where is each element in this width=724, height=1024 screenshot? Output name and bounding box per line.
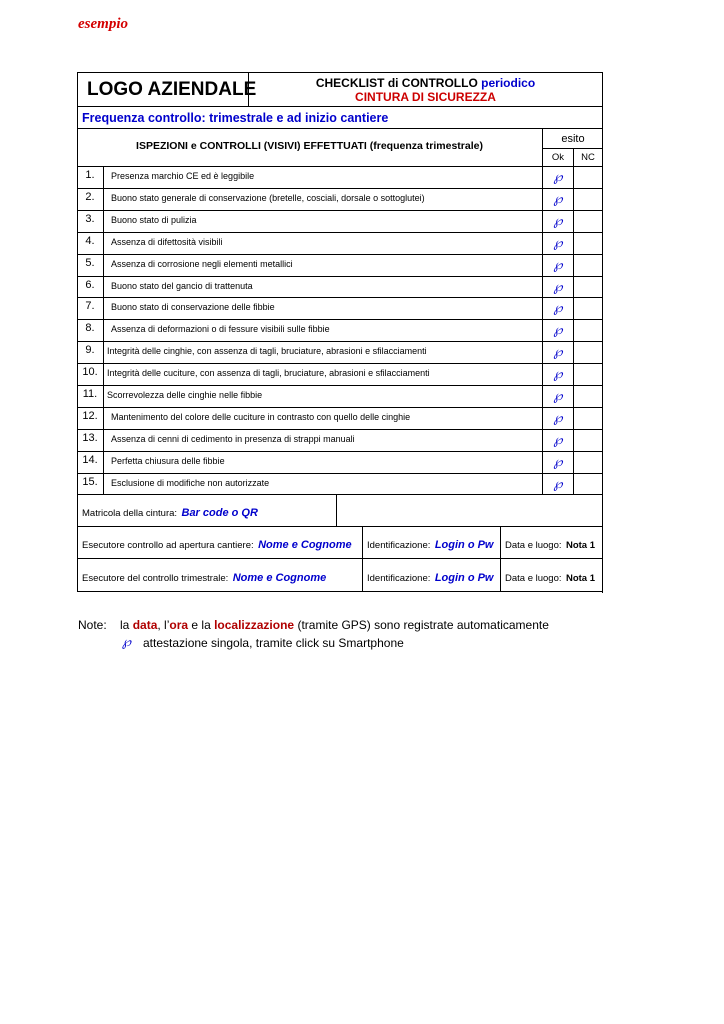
table-row: [77, 473, 603, 495]
row-text: Buono stato di conservazione delle fibbie: [111, 302, 275, 312]
row-text: Esclusione di modifiche non autorizzate: [111, 478, 270, 488]
notes-label: Note:: [78, 618, 107, 632]
nc-label: NC: [581, 152, 595, 163]
row-number: 15.: [82, 476, 98, 488]
table-row: [77, 276, 603, 298]
ok-touch-icon[interactable]: ℘: [553, 192, 563, 207]
nc-cell[interactable]: [574, 232, 602, 254]
row-number: 10.: [82, 366, 98, 378]
row-number: 6.: [85, 279, 95, 291]
ok-label: Ok: [551, 152, 565, 163]
opening-identification-field[interactable]: Identificazione: Login o Pw: [367, 539, 494, 551]
ok-touch-icon[interactable]: ℘: [553, 433, 563, 448]
table-row: [77, 385, 603, 407]
ok-touch-icon[interactable]: ℘: [553, 345, 563, 360]
touch-click-icon: ℘: [122, 635, 132, 650]
frequency-text: Frequenza controllo: trimestrale e ad inizio cantiere: [82, 111, 389, 125]
table-row: [77, 188, 603, 210]
watermark: esempio: [78, 16, 128, 32]
nc-cell[interactable]: [574, 341, 602, 363]
notes-line-2: attestazione singola, tramite click su Smartphone: [143, 636, 404, 650]
row-number: 13.: [82, 432, 98, 444]
table-row: [77, 341, 603, 363]
ok-touch-icon[interactable]: ℘: [553, 477, 563, 492]
row-text: Perfetta chiusura delle fibbie: [111, 456, 225, 466]
row-number: 9.: [85, 344, 95, 356]
nc-cell[interactable]: [574, 166, 602, 188]
nc-cell[interactable]: [574, 210, 602, 232]
row-text: Buono stato di pulizia: [111, 215, 197, 225]
checklist-title: CHECKLIST di CONTROLLO periodico: [315, 76, 536, 90]
ok-touch-icon[interactable]: ℘: [553, 367, 563, 382]
table-header: ISPEZIONI e CONTROLLI (VISIVI) EFFETTUATI (frequenza trimestrale): [136, 140, 483, 152]
row-text: Buono stato del gancio di trattenuta: [111, 281, 253, 291]
row-text: Integrità delle cuciture, con assenza di tagli, bruciature, abrasioni e sfilacciamenti: [107, 368, 430, 378]
opening-executor-field[interactable]: Esecutore controllo ad apertura cantiere: Nome e Cognome: [82, 539, 352, 551]
quarterly-identification-field[interactable]: Identificazione: Login o Pw: [367, 572, 494, 584]
logo-text: LOGO AZIENDALE: [87, 79, 257, 100]
nc-cell[interactable]: [574, 188, 602, 210]
nc-cell[interactable]: [574, 407, 602, 429]
row-number: 3.: [85, 213, 95, 225]
row-number: 7.: [85, 300, 95, 312]
row-text: Assenza di deformazioni o di fessure visibili sulle fibbie: [111, 324, 330, 334]
row-text: Presenza marchio CE ed è leggibile: [111, 171, 255, 181]
nc-cell[interactable]: [574, 297, 602, 319]
row-text: Mantenimento del colore delle cuciture in contrasto con quello delle cinghie: [111, 412, 411, 422]
result-label: esito: [561, 133, 585, 145]
nc-cell[interactable]: [574, 473, 602, 495]
row-number: 5.: [85, 257, 95, 269]
ok-touch-icon[interactable]: ℘: [553, 236, 563, 251]
row-text: Assenza di difettosità visibili: [111, 237, 223, 247]
ok-touch-icon[interactable]: ℘: [553, 170, 563, 185]
ok-touch-icon[interactable]: ℘: [553, 280, 563, 295]
row-text: Assenza di corrosione negli elementi metallici: [111, 259, 293, 269]
ok-touch-icon[interactable]: ℘: [553, 301, 563, 316]
notes-line-1: la data, l’ora e la localizzazione (tramite GPS) sono registrate automaticamente: [120, 618, 549, 632]
table-row: [77, 232, 603, 254]
ok-touch-icon[interactable]: ℘: [553, 411, 563, 426]
table-row: [77, 254, 603, 276]
row-text: Integrità delle cinghie, con assenza di tagli, bruciature, abrasioni e sfilacciamenti: [107, 346, 427, 356]
row-number: 8.: [85, 322, 95, 334]
ok-touch-icon[interactable]: ℘: [553, 455, 563, 470]
nc-cell[interactable]: [574, 451, 602, 473]
table-row: [77, 429, 603, 451]
nc-cell[interactable]: [574, 429, 602, 451]
table-row: [77, 210, 603, 232]
row-number: 2.: [85, 191, 95, 203]
checklist-form: [77, 72, 603, 592]
row-number: 11.: [82, 388, 98, 400]
table-row: [77, 297, 603, 319]
ok-touch-icon[interactable]: ℘: [553, 389, 563, 404]
nc-cell[interactable]: [574, 385, 602, 407]
table-row: [77, 407, 603, 429]
checklist-subtitle: CINTURA DI SICUREZZA: [355, 90, 496, 104]
ok-touch-icon[interactable]: ℘: [553, 258, 563, 273]
table-row: [77, 319, 603, 341]
table-row: [77, 166, 603, 188]
row-number: 12.: [82, 410, 98, 422]
opening-date-field[interactable]: Data e luogo: Nota 1: [505, 540, 596, 551]
ok-touch-icon[interactable]: ℘: [553, 214, 563, 229]
row-text: Scorrevolezza delle cinghie nelle fibbie: [107, 390, 263, 400]
row-number: 14.: [82, 454, 98, 466]
serial-field[interactable]: Matricola della cintura: Bar code o QR: [82, 507, 258, 519]
nc-cell[interactable]: [574, 276, 602, 298]
row-number: 1.: [85, 169, 95, 181]
nc-cell[interactable]: [574, 254, 602, 276]
nc-cell[interactable]: [574, 363, 602, 385]
row-number: 4.: [85, 235, 95, 247]
table-row: [77, 451, 603, 473]
quarterly-date-field[interactable]: Data e luogo: Nota 1: [505, 573, 596, 584]
quarterly-executor-field[interactable]: Esecutore del controllo trimestrale: Nome e Cognome: [82, 572, 327, 584]
ok-touch-icon[interactable]: ℘: [553, 323, 563, 338]
nc-cell[interactable]: [574, 319, 602, 341]
row-text: Buono stato generale di conservazione (bretelle, cosciali, dorsale o sottoglutei): [111, 193, 425, 203]
table-row: [77, 363, 603, 385]
row-text: Assenza di cenni di cedimento in presenza di strappi manuali: [111, 434, 355, 444]
